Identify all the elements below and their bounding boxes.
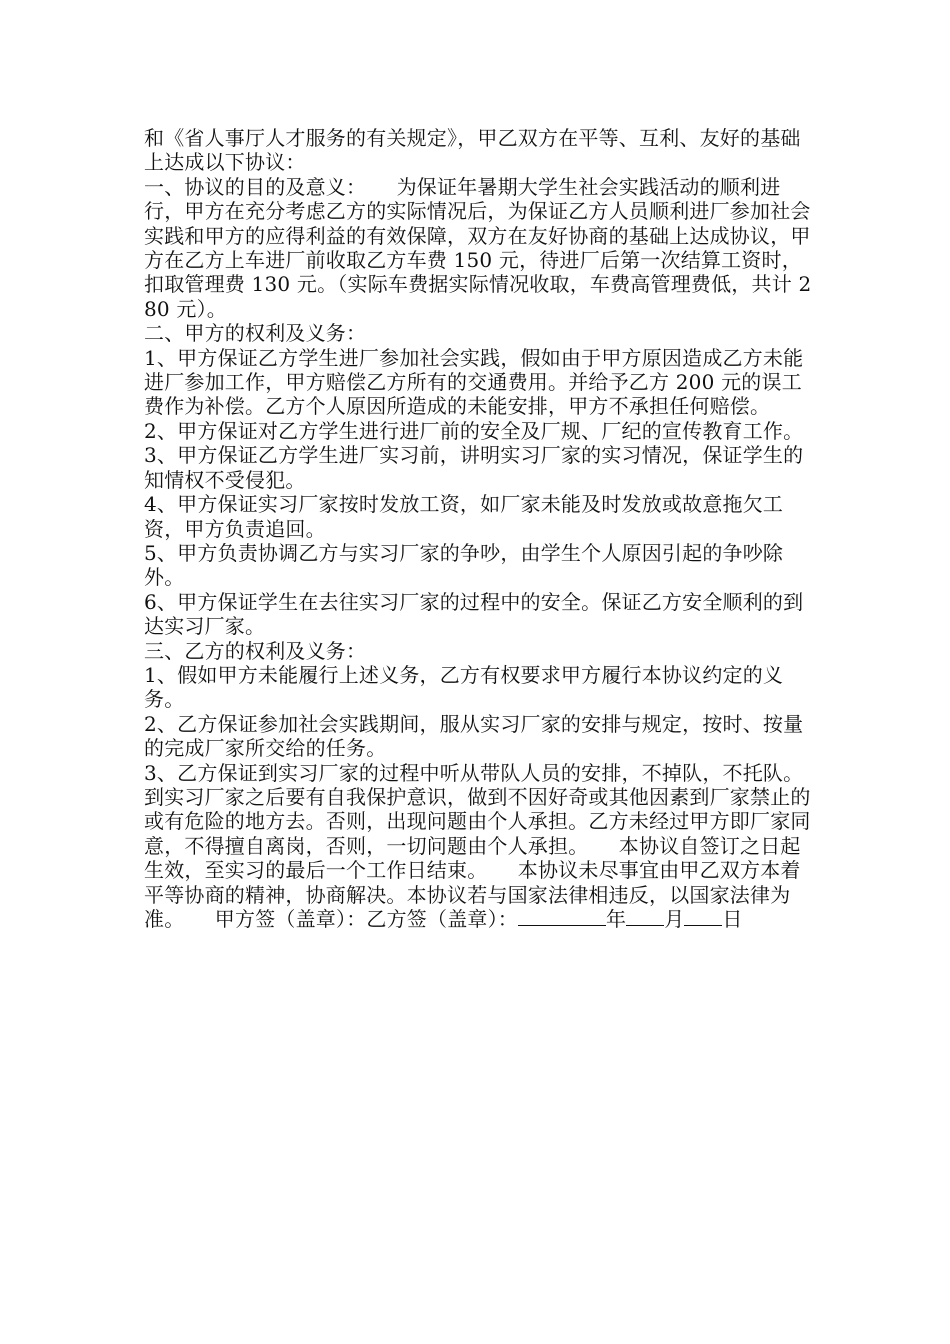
paragraph-2-item-5: 5、甲方负责协调乙方与实习厂家的争吵，由学生个人原因引起的争吵除外。 (144, 540, 784, 590)
signature-blank (518, 907, 606, 926)
paragraph-3-item-3-with-signature (144, 761, 812, 932)
paragraph-2-item-3: 3、甲方保证乙方学生进厂实习前，讲明实习厂家的实习情况，保证学生的知情权不受侵犯。 (144, 443, 804, 492)
year-label: 年 (606, 907, 627, 931)
paragraph-2-item-4: 4、甲方保证实习厂家按时发放工资，如厂家未能及时发放或故意拖欠工资，甲方负责追回。 (144, 492, 784, 541)
day-label: 日 (722, 907, 743, 931)
paragraph-3-item-2: 2、乙方保证参加社会实践期间，服从实习厂家的安排与规定，按时、按量的完成厂家所交给的任务。 (144, 711, 804, 761)
paragraph-section-1: 一、协议的目的及意义： 为保证年暑期大学生社会实践活动的顺利进行，甲方在充分考虑乙方的实际情况后，为保证乙方人员顺利进厂参加社会实践和甲方的应得利益的有效保障，双方在友好协商的基础上达成协议，甲方在乙方上车进厂前收取乙方车费 150 元，待进厂后第一次结算工资时，扣取管理费 130 元。（实际车费据实际情况收取，车费高管理费低，共计 280 元）。 (144, 174, 812, 321)
heading-section-3: 三、乙方的权利及义务： (144, 638, 367, 663)
paragraph-preamble: 和《省人事厅人才服务的有关规定》，甲乙双方在平等、互利、友好的基础上达成以下协议： (144, 126, 801, 175)
day-blank (684, 907, 722, 926)
agreement-body (144, 126, 812, 931)
paragraph-2-item-6: 6、甲方保证学生在去往实习厂家的过程中的安全。保证乙方安全顺利的到达实习厂家。 (144, 589, 804, 639)
month-label: 月 (664, 907, 685, 931)
paragraph-3-item-1: 1、假如甲方未能履行上述义务，乙方有权要求甲方履行本协议约定的义务。 (144, 662, 784, 712)
heading-section-2: 二、甲方的权利及义务： (144, 321, 367, 346)
paragraph-2-item-2: 2、甲方保证对乙方学生进行进厂前的安全及厂规、厂纪的宣传教育工作。 (144, 418, 804, 443)
paragraph-3-item-3-text: 3、乙方保证到实习厂家的过程中听从带队人员的安排，不掉队，不托队。到实习厂家之后要有自我保护意识，做到不因好奇或其他因素到厂家禁止的或有危险的地方去。否则，出现问题由个人承担。乙方未经过甲方即厂家同意，不得擅自离岗，否则，一切问题由个人承担。 本协议自签订之日起生效，至实习的最后一个工作日结束。 本协议未尽事宜由甲乙双方本着平等协商的精神，协商解决。本协议若与国家法律相违反，以国家法律为准。 甲方签（盖章）：乙方签（盖章）： (144, 760, 811, 931)
month-blank (626, 907, 664, 926)
paragraph-2-item-1: 1、甲方保证乙方学生进厂参加社会实践，假如由于甲方原因造成乙方未能进厂参加工作，甲方赔偿乙方所有的交通费用。并给予乙方 200 元的误工费作为补偿。乙方个人原因所造成的未能安排，甲方不承担任何赔偿。 (144, 345, 804, 419)
